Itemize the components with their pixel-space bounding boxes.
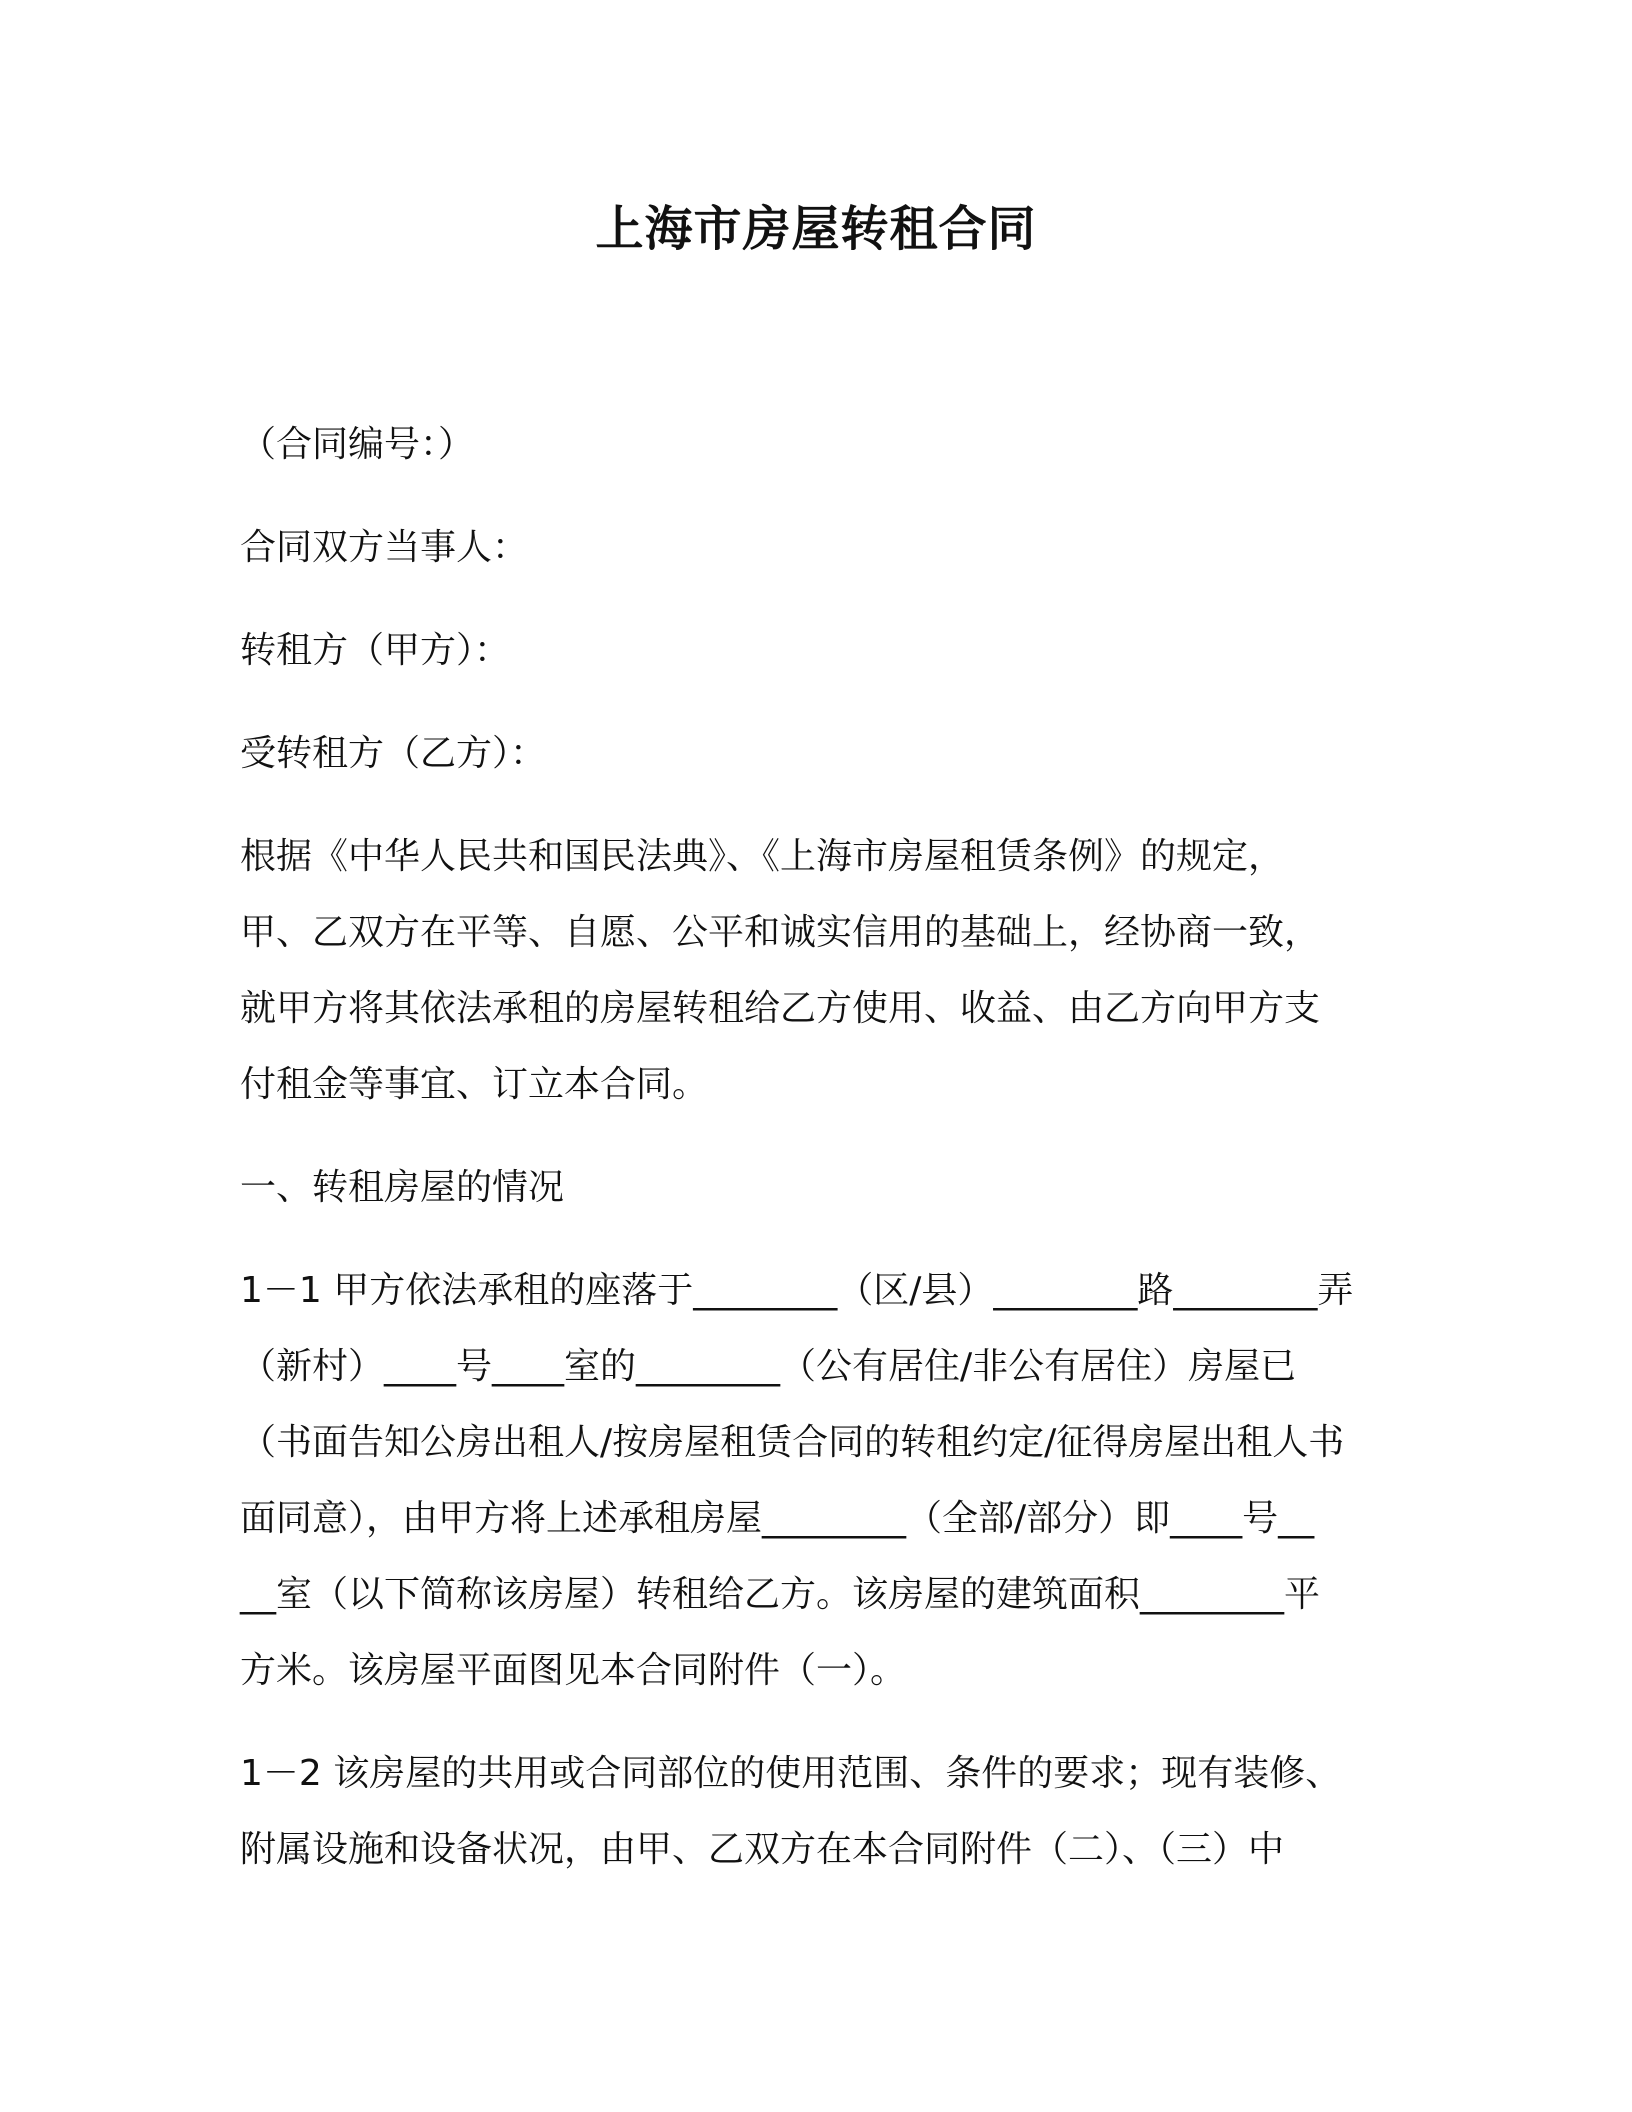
section-1-heading: 一、转租房屋的情况: [240, 1167, 565, 1208]
clause-1-1-line-2: （新村）____号____室的________（公有居住/非公有居住）房屋已: [240, 1346, 1297, 1387]
preamble-line-1: 根据《中华人民共和国民法典》、《上海市房屋租赁条例》的规定，: [240, 836, 1285, 877]
clause-1-1-line-1: 1－1 甲方依法承租的座落于________（区/县）________路________弄: [240, 1270, 1354, 1311]
clause-1-1-line-5: __室（以下简称该房屋）转租给乙方。该房屋的建筑面积________平: [240, 1574, 1321, 1615]
sublessor-line: 转租方（甲方）：: [240, 630, 511, 671]
preamble-line-2: 甲、乙双方在平等、自愿、公平和诚实信用的基础上，经协商一致，: [240, 912, 1321, 953]
sublessee-line: 受转租方（乙方）：: [240, 733, 547, 774]
parties-heading: 合同双方当事人：: [240, 527, 529, 568]
clause-1-2-line-2: 附属设施和设备状况，由甲、乙双方在本合同附件（二）、（三）中: [240, 1829, 1285, 1870]
clause-1-1-line-6: 方米。该房屋平面图见本合同附件（一）。: [240, 1650, 907, 1691]
clause-1-2-line-1: 1－2 该房屋的共用或合同部位的使用范围、条件的要求；现有装修、: [240, 1753, 1342, 1794]
clause-1-1-line-3: （书面告知公房出租人/按房屋租赁合同的转租约定/征得房屋出租人书: [240, 1422, 1345, 1463]
document-title: 上海市房屋转租合同: [595, 201, 1037, 257]
preamble-line-3: 就甲方将其依法承租的房屋转租给乙方使用、收益、由乙方向甲方支: [240, 988, 1321, 1029]
clause-1-1-line-4: 面同意），由甲方将上述承租房屋________（全部/部分）即____号__: [240, 1498, 1315, 1539]
contract-number: （合同编号：）: [240, 424, 475, 465]
preamble-line-4: 付租金等事宜、订立本合同。: [240, 1064, 709, 1105]
